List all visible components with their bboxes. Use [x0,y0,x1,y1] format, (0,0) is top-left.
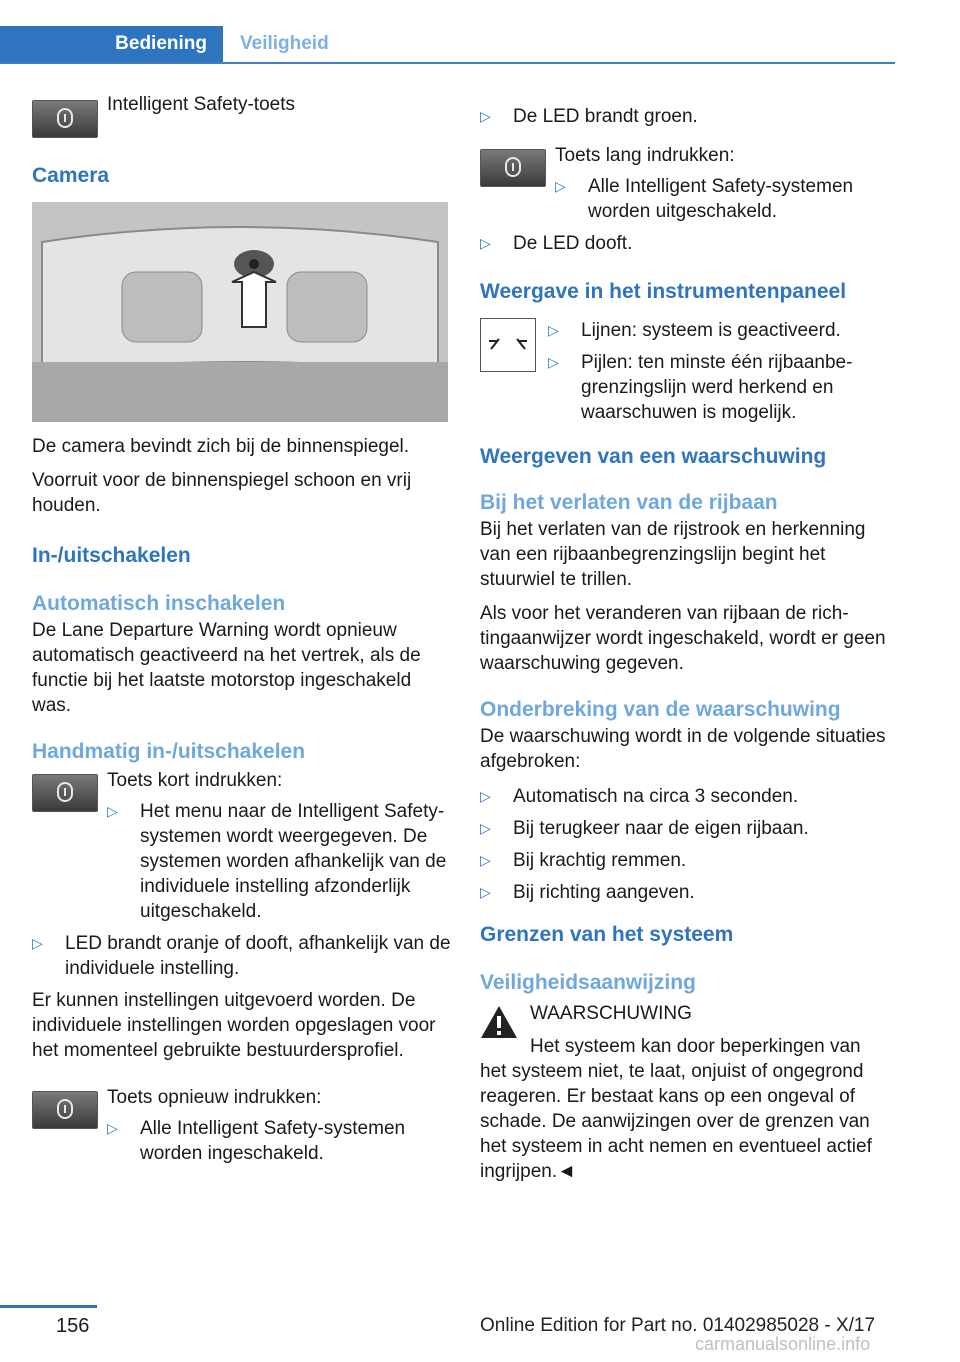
led-off-list [480,231,895,256]
warning-first-line: Het systeem kan door beperkingen van [530,1036,861,1057]
heading-weergeven-waarschuwing: Weergeven van een waarschuwing [480,445,827,468]
heading-grenzen: Grenzen van het systeem [480,923,734,946]
chapter-tabs [0,26,895,64]
heading-in-uitschakelen: In-/uitschakelen [32,544,191,567]
safety-button-row [32,88,452,138]
page-number: 156 [56,1315,90,1337]
heading-handmatig: Handmatig in-/uitschakelen [32,740,306,763]
led-green-list [480,104,895,129]
list-item: ▷ Pijlen: ten minste één rijbaanbegrenzingslijn werd herkend en waarschuwen is mogelijk. [548,350,895,425]
list-item: ▷ Lijnen: systeem is geactiveerd. [548,318,895,343]
display-row [480,318,895,425]
list-item: ▷ De LED brandt groen. [480,104,895,129]
list-item: ▷ Bij krachtig remmen. [480,848,895,873]
lane-lines-icon [480,318,536,372]
intelligent-safety-button-icon [32,1091,98,1129]
camera-location-image [32,202,448,422]
press-again-list [107,1116,452,1166]
intelligent-safety-button-icon [480,149,546,187]
long-press-label: Toets lang indrukken: [555,145,735,166]
safety-button-label: Intelligent Safety-toets [107,94,295,115]
indicator-text: Als voor het veranderen van rijbaan de richtingaanwijzer wordt ingeschakeld, wordt er geen waarschuwing gegeven. [480,603,886,674]
display-list [548,318,895,425]
leaving-text: Bij het verlaten van de rijstrook en herkenning van een rijbaanbegrenzingslijn begint het stuurwiel te trillen. [480,519,866,590]
list-item: ▷ De LED dooft. [480,231,895,256]
interrupt-list [480,784,895,905]
warning-block [480,1001,895,1184]
short-press-row [32,766,452,924]
right-column [480,100,895,1184]
warning-triangle-icon [480,1005,518,1039]
heading-veiligheidsaanwijzing: Veiligheidsaanwijzing [480,971,696,994]
led-list [32,931,452,981]
tab-bediening-label: Bediening [115,33,207,54]
watermark: carmanualsonline.info [695,1334,871,1354]
long-press-row [480,143,895,224]
list-item: ▷ LED brandt oranje of dooft, afhankelijk van de individuele instelling. [32,931,452,981]
short-press-list [107,799,452,924]
list-item: ▷ Automatisch na circa 3 seconden. [480,784,895,809]
heading-verlaten-rijbaan: Bij het verlaten van de rijbaan [480,491,778,514]
list-item: ▷ Alle Intelligent Safety-systemen worden ingeschakeld. [107,1116,452,1166]
left-column [32,94,452,1173]
list-item: ▷ Alle Intelligent Safety-systemen worden uitgeschakeld. [555,174,895,224]
camera-text-2: Voorruit voor de binnenspiegel schoon en vrij houden. [32,470,412,516]
intelligent-safety-button-icon [32,100,98,138]
heading-automatisch: Automatisch inschakelen [32,592,286,615]
auto-text: De Lane Departure Warning wordt opnieuw automatisch geactiveerd na het vertrek, als de functie bij het laatste motorstop ingeschakeld was. [32,620,421,716]
tab-veiligheid[interactable]: Veiligheid [240,33,329,54]
intelligent-safety-button-icon [32,774,98,812]
list-item: ▷ Bij richting aangeven. [480,880,895,905]
tab-bediening[interactable] [0,26,223,62]
long-press-list [555,174,895,224]
press-again-label: Toets opnieuw indrukken: [107,1087,322,1108]
list-item: ▷ Bij terugkeer naar de eigen rijbaan. [480,816,895,841]
camera-text-1: De camera bevindt zich bij de binnenspiegel. [32,436,410,457]
heading-weergave: Weergave in het instrumentenpaneel [480,280,847,303]
press-again-row [32,1085,452,1166]
heading-onderbreking: Onderbreking van de waarschuwing [480,698,841,721]
footer-rule [0,1305,97,1308]
interrupt-text: De waarschuwing wordt in de volgende situaties afgebroken: [480,726,886,772]
warning-title: WAARSCHUWING [530,1003,692,1024]
heading-camera: Camera [32,164,110,187]
edition-text: Online Edition for Part no. 01402985028 - X/17 [480,1315,876,1336]
short-press-label: Toets kort indrukken: [107,770,283,791]
list-item: ▷ Het menu naar de Intelligent Safety-systemen wordt weergegeven. De systemen worden afhankelijk van de individuele instelling afzonderlijk uitgeschakeld. [107,799,452,924]
settings-text: Er kunnen instellingen uitgevoerd worden. De individuele instellingen worden opgeslagen voor het momenteel gebruikte bestuurdersprofiel. [32,990,436,1061]
warning-text: het systeem niet, te laat, onjuist of ongegrond reageren. Er bestaat kans op een ongeval of schade. De aanwijzingen over de grenzen van het systeem in acht nemen en eventueel actief ingrijpen.◄ [480,1061,872,1182]
